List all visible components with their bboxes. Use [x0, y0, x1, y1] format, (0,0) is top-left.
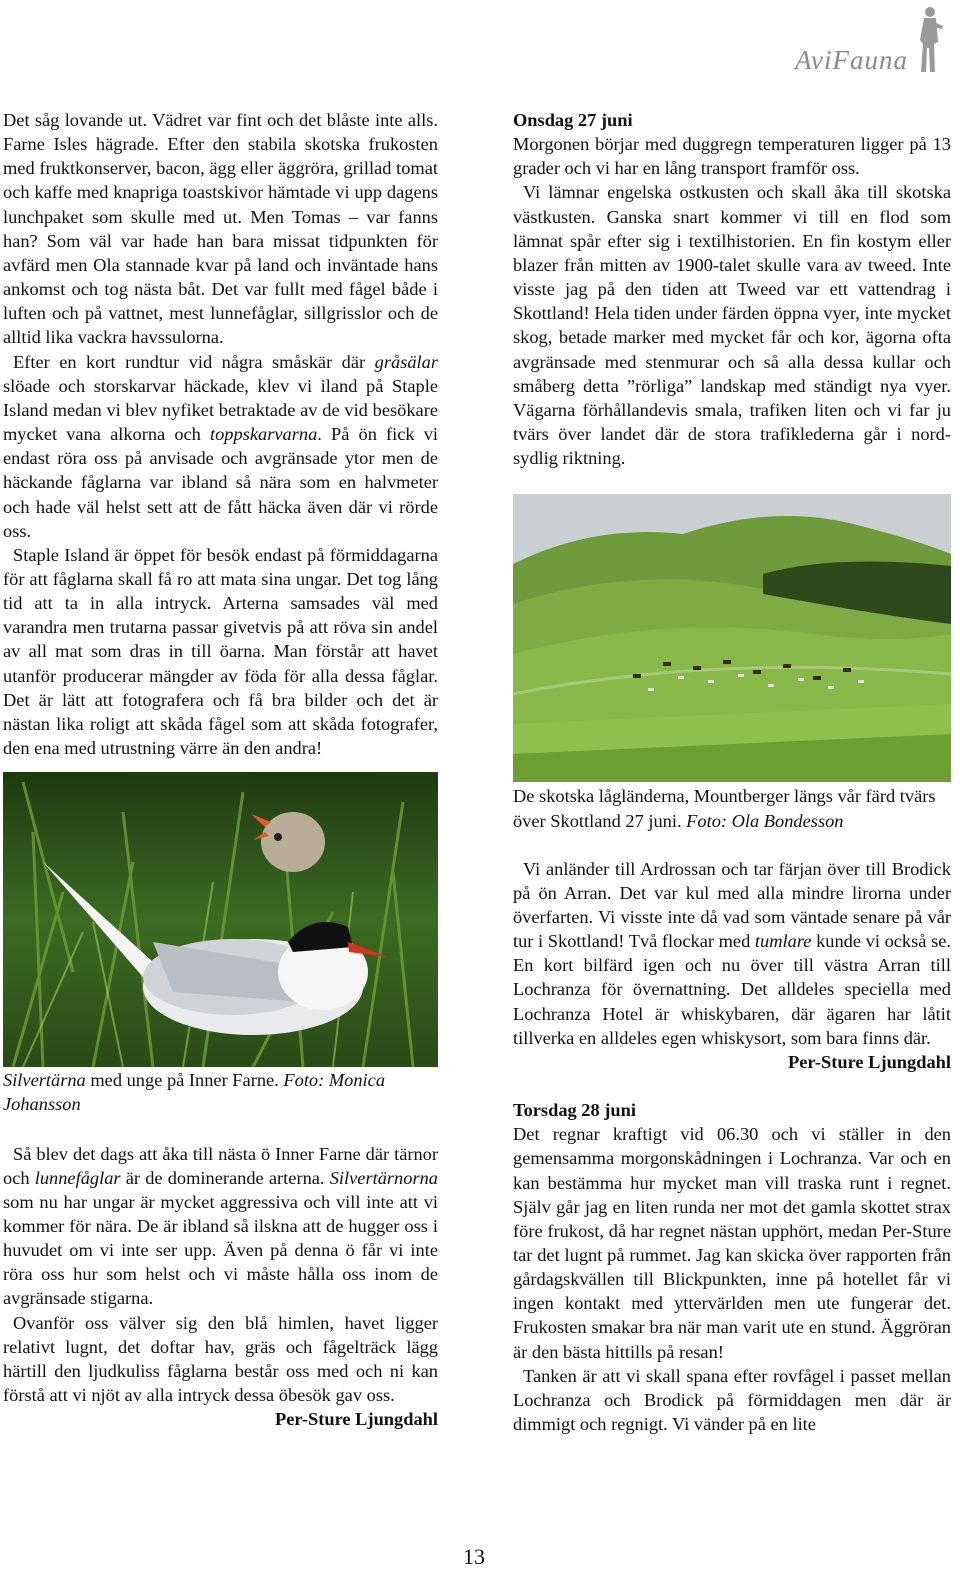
left-column	[3, 108, 438, 1431]
left-paragraph-2: Efter en kort rundtur vid några småskär där gråsälar slöade och storskarvar häckade, klev vi iland på Staple Island medan vi blev nyfiket betraktade av de vid besökare mycket vana alkorna och toppskarvarna. På ön fick vi endast röra oss på anvisade och avgränsade ytor men de häckande fåglarna var ibland så nära som en halvmeter och hade väl helst sett att de fått häcka även där vi rörde oss.	[3, 351, 439, 541]
page-number: 13	[463, 1544, 485, 1569]
lowlands-photo-caption: De skotska lågländerna, Mountberger längs vår färd tvärs över Skottland 27 juni. Foto: Ola Bondesson	[513, 786, 936, 831]
left-signature: Per-Sture Ljungdahl	[275, 1409, 438, 1430]
right-signature: Per-Sture Ljungdahl	[788, 1051, 951, 1072]
logo-text: AviFauna	[795, 45, 908, 75]
right-column	[513, 108, 951, 1436]
tern-photo-caption: Silvertärna med unge på Inner Farne. Foto: Monica Johansson	[3, 1070, 386, 1115]
date-heading-thursday: Torsdag 28 juni	[513, 1100, 636, 1121]
avifauna-logo	[746, 4, 946, 76]
date-heading-wednesday: Onsdag 27 juni	[513, 110, 633, 130]
right-paragraph-1: Morgonen börjar med duggregn temperaturen ligger på 13 grader och vi har en lång transport framför oss.	[513, 134, 951, 179]
left-paragraph-1: Det såg lovande ut. Vädret var fint och det blåste inte alls. Farne Isles hägrade. Efter den stabila skotska frukosten med fruktkonserver, bacon, ägg eller äggröra, grillad tomat och kaffe med knapriga toastskivor hämtade vi upp dagens lunchpaket som skulle med ut. Men Tomas – var fanns han? Som väl var hade han bara missat tidpunkten för avfärd men Ola stannade kvar på land och inväntade hans ankomst och tog nästa båt. Det var fullt med fågel både i luften och på vattnet, mest lunnefåglar, sillgrisslor och de alltid lika vackra havssulorna.	[3, 110, 438, 348]
left-paragraph-5: Ovanför oss välver sig den blå himlen, havet ligger relativt lugnt, det doftar hav, gräs och fågelträck lägg härtill den ljudkuliss fåglarna består oss med och ni kan förstå att vi njöt av alla intryck dessa öbesök gav oss.	[3, 1312, 438, 1406]
right-paragraph-5: Tanken är att vi skall spana efter rovfågel i passet mellan Lochranza och Brodick på förmiddagen men där är dimmigt och regnigt. Vi vänder på en lite	[513, 1365, 951, 1435]
tern-photo	[3, 772, 438, 1067]
birdwatcher-figure-icon	[910, 4, 946, 76]
right-paragraph-2: Vi lämnar engelska ostkusten och skall åka till skotska västkusten. Ganska snart kommer vi till en flod som lämnat spår efter sig i textilhistorien. En fin kostym eller blazer från mitten av 1900-talet skulle vara av tweed. Inte visste jag på den tiden att Tweed var ett vattendrag i Skottland! Hela tiden under färden öppna vyer, inte mycket skog, betade marker med mycket får och kor, ägorna ofta avgränsade med stenmurar och så alla dessa kullar och småberg detta ”rörliga” landskap med ständigt nya vyer. Vägarna förhållandevis smala, trafiken liten och vi far ju tvärs över landet där de stora trafiklederna går i nord-sydlig riktning.	[513, 182, 951, 469]
lowlands-photo	[513, 494, 951, 782]
left-paragraph-4: Så blev det dags att åka till nästa ö Inner Farne där tärnor och lunnefåglar är de dominerande arterna. Silvertärnorna som nu har ungar är mycket aggressiva och vill inte att vi kommer för nära. De är ibland så ilskna att de hugger oss i huvudet om vi inte ser upp. Även på denna ö får vi inte röra oss hur som helst och vi måste hålla oss inom de avgränsade stigarna.	[3, 1143, 438, 1309]
right-paragraph-3: Vi anländer till Ardrossan och tar färjan över till Brodick på ön Arran. Det var kul med alla mindre lirorna under överfarten. Vi visste inte då vad som väntade senare på vår tur i Skottland! Två flockar med tumlare kunde vi också se. En kort bilfärd igen och nu över till västra Arran till Lochranza för övernattning. Det alldeles speciella med Lochranza Hotel är whiskybaren, där ägaren har låtit tillverka en alldeles egen whiskysort, som bara finns där.	[513, 858, 951, 1048]
right-paragraph-4: Det regnar kraftigt vid 06.30 och vi ställer in den gemensamma morgonskådningen i Lochranza. Var och en kan bestämma hur mycket man vill traska runt i regnet. Själv går jag en liten runda ner mot det gamla skottet strax före frukost, då har regnet nästan upphört, medan Per-Sture tar det lugnt på rummet. Jag kan skicka över rapporten från gårdagskvällen till Blickpunkten, inne på hotellet får vi ingen kontakt med yttervärlden men ute fungerar det. Frukosten smakar bra när man varit ute en stund. Äggröran är den bästa hittills på resan!	[513, 1124, 951, 1362]
left-paragraph-3: Staple Island är öppet för besök endast på förmiddagarna för att fåglarna skall få ro att mata sina ungar. Det tog lång tid att ta in alla intryck. Arterna samsades väl med varandra men trutarna passar givetvis på att röva sin andel av all mat som dras in till öarna. Man förstår att havet utanför producerar mängder av föda för alla dessa fåglar. Det är lätt att fotografera och få bra bilder och det är nästan lika roligt att skåda fågel som att skåda fotografer, den ena med utrustning värre än den andra!	[3, 544, 438, 759]
